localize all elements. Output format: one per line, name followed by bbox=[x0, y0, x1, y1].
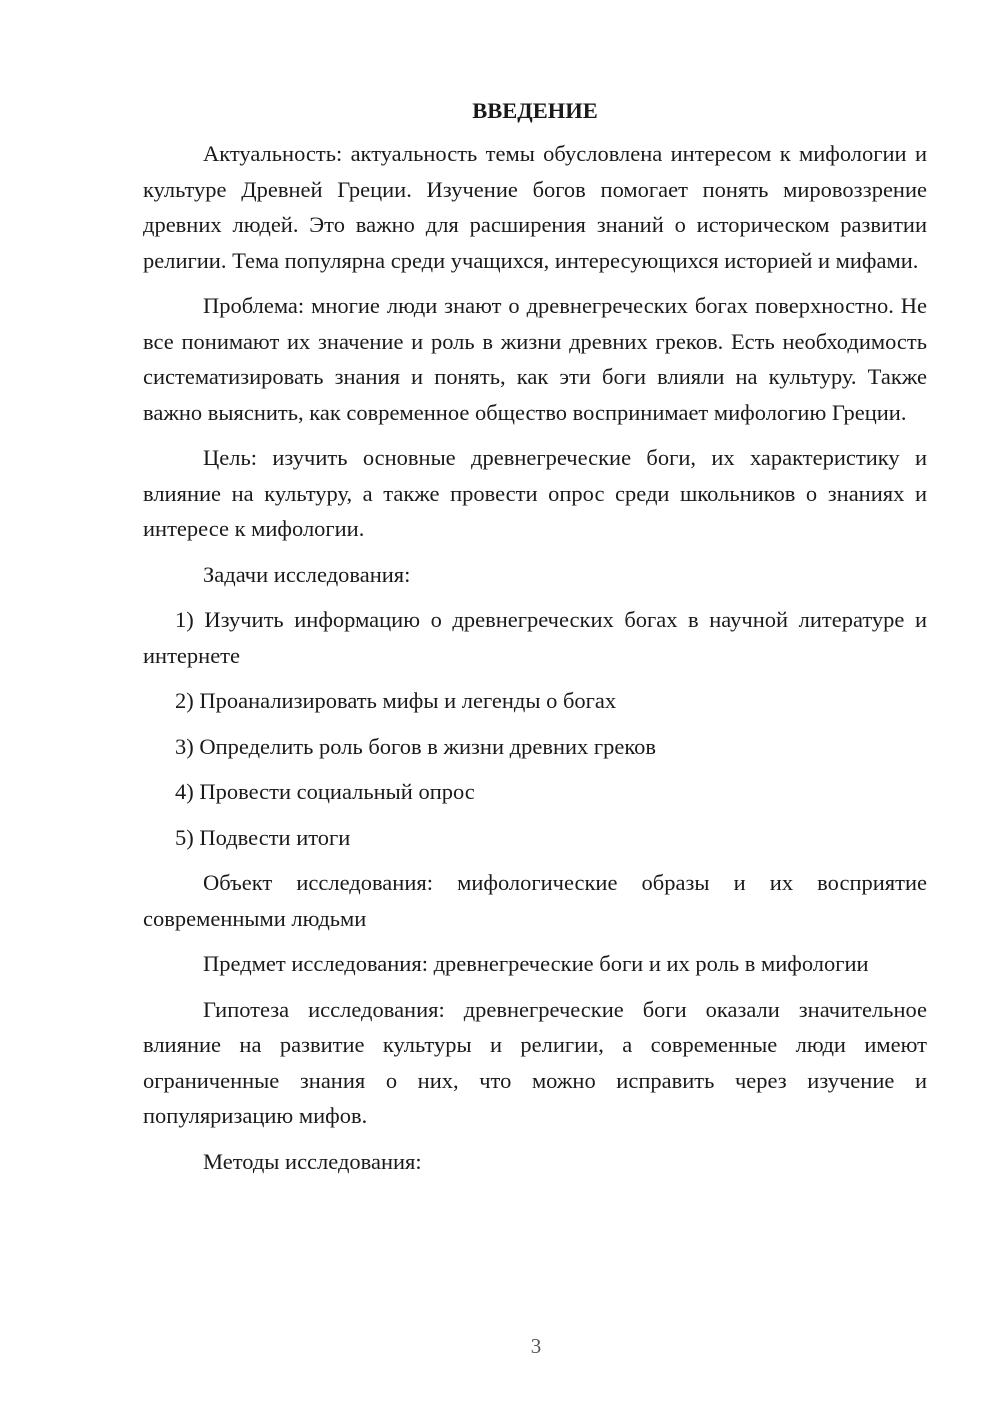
tasks-title: Задачи исследования: bbox=[203, 561, 411, 587]
list-item: 5) Подвести итоги bbox=[175, 824, 351, 850]
page-number: 3 bbox=[530, 1334, 542, 1358]
relevance-paragraph: Актуальность: актуальность темы обусловлена интересом к мифологии и культуре Древней Греции. Изучение богов помогает понять мировоззрение древних людей. Это важно для расширения знаний о историческом развитии религии. Тема популярна среди учащихся, интересующихся историей и мифами. bbox=[143, 141, 927, 273]
tasks-list bbox=[143, 602, 927, 855]
problem-paragraph: Проблема: многие люди знают о древнегреческих богах поверхностно. Не все понимают их значение и роль в жизни древних греков. Есть необходимость систематизировать знания и понять, как эти боги влияли на культуру. Также важно выяснить, как современное общество воспринимает мифологию Греции. bbox=[143, 293, 927, 425]
list-item: 1) Изучить информацию о древнегреческих богах в научной литературе и интернете bbox=[143, 607, 927, 668]
goal-paragraph: Цель: изучить основные древнегреческие боги, их характеристику и влияние на культуру, а также провести опрос среди школьников о знаниях и интересе к мифологии. bbox=[143, 445, 927, 541]
document-page bbox=[143, 96, 927, 1189]
methods-title: Методы исследования: bbox=[203, 1148, 422, 1174]
subject-paragraph: Предмет исследования: древнегреческие боги и их роль в мифологии bbox=[203, 951, 869, 976]
list-item: 4) Провести социальный опрос bbox=[175, 779, 475, 804]
object-paragraph: Объект исследования: мифологические образы и их восприятие современными людьми bbox=[143, 870, 927, 931]
list-item: 3) Определить роль богов в жизни древних греков bbox=[175, 733, 657, 759]
hypothesis-paragraph: Гипотеза исследования: древнегреческие боги оказали значительное влияние на развитие культуры и религии, а современные люди имеют ограниченные знания о них, что можно исправить через изучение и популяризацию мифов. bbox=[143, 996, 927, 1128]
list-item: 2) Проанализировать мифы и легенды о богах bbox=[175, 688, 617, 713]
section-heading: ВВЕДЕНИЕ bbox=[472, 98, 598, 123]
